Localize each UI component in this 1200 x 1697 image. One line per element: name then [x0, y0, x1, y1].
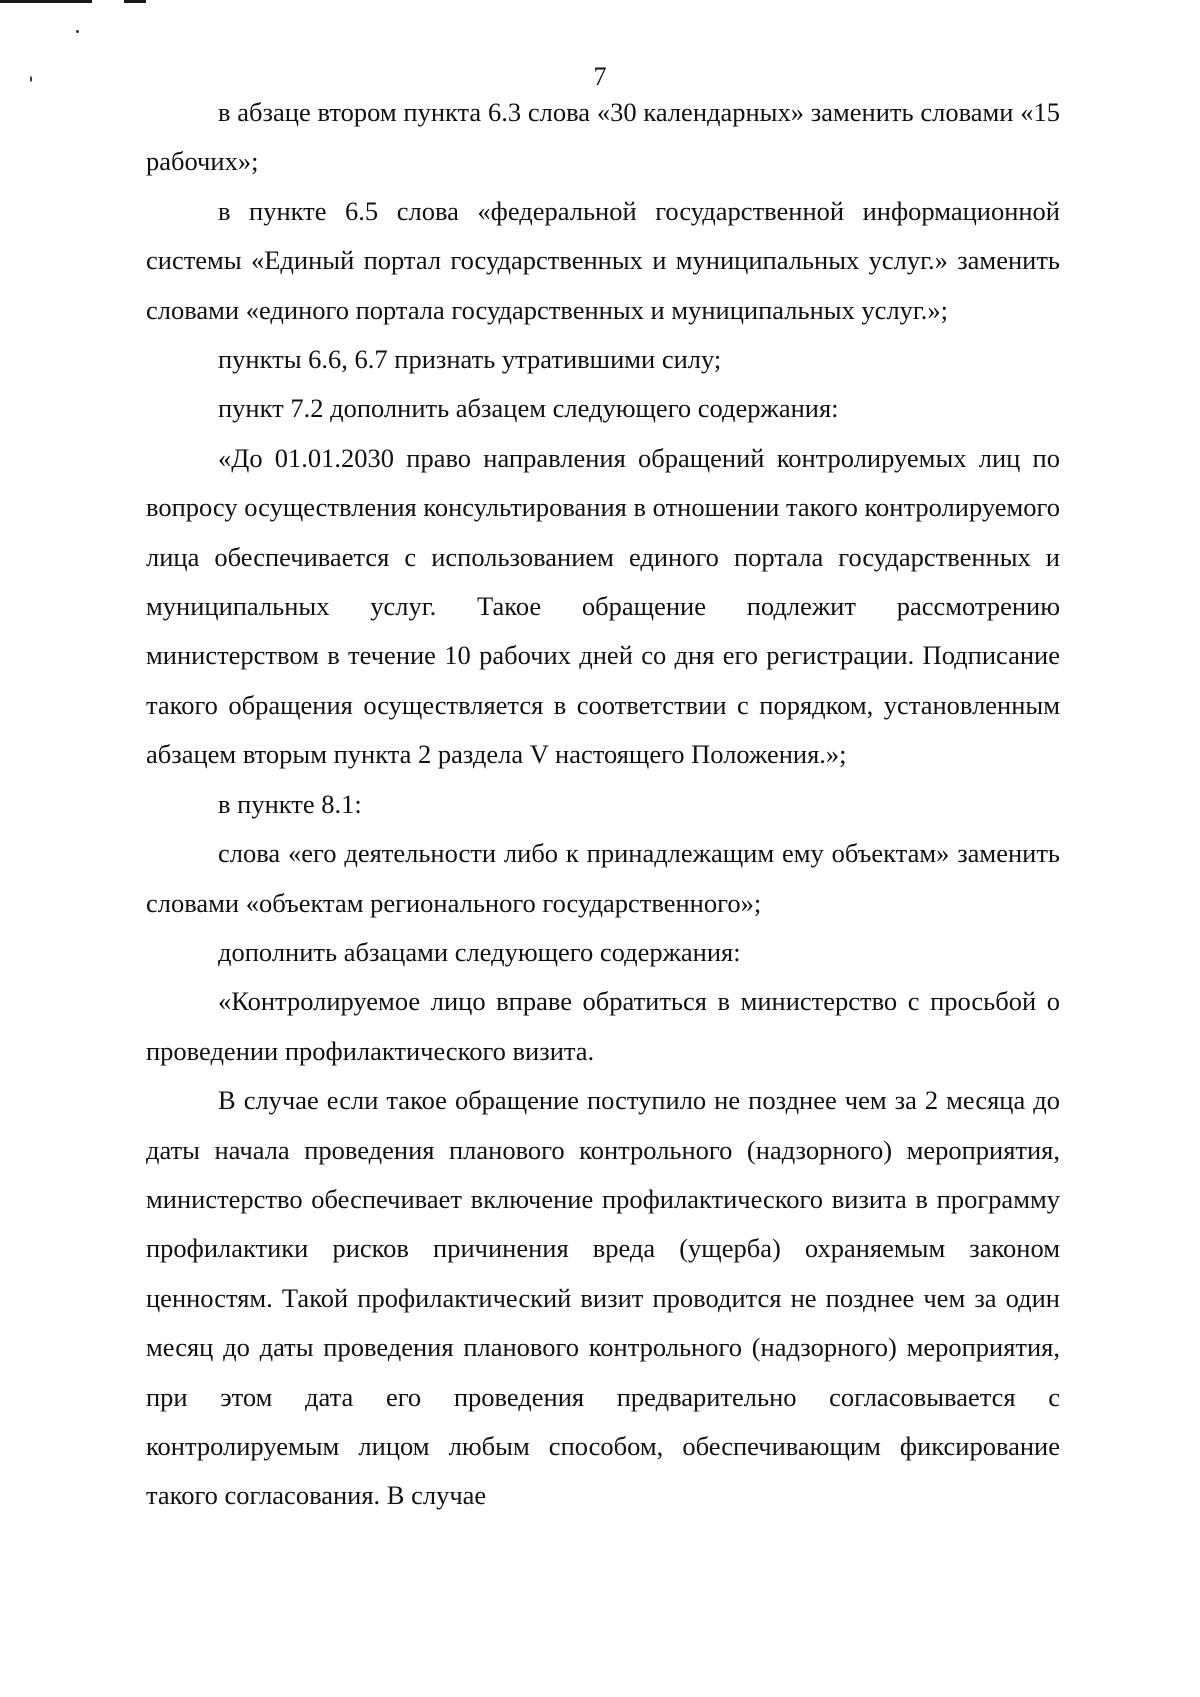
scan-edge-mark-right: [124, 0, 146, 3]
paragraph: В случае если такое обращение поступило не позднее чем за 2 месяца до даты начала проведения планового контрольного (надзорного) мероприятия, министерство обеспечивает включение профилактического визита в программу профилактики рисков причинения вреда (ущерба) охраняемым законом ценностям. Такой профилактический визит проводится не позднее чем за один месяц до даты проведения планового контрольного (надзорного) мероприятия, при этом дата его проведения предварительно согласовывается с контролируемым лицом любым способом, обеспечивающим фиксирование такого согласования. В случае: [146, 1085, 1060, 1511]
paragraph: слова «его деятельности либо к принадлежащим ему объектам» заменить словами «объектам регионального государственного»;: [146, 838, 1060, 918]
document-body: [146, 88, 1060, 1521]
scan-edge-mark-left: [0, 0, 92, 3]
scan-speck: [76, 30, 79, 33]
paragraph: дополнить абзацами следующего содержания:: [218, 936, 741, 967]
paragraph: «До 01.01.2030 право направления обращений контролируемых лиц по вопросу осуществления консультирования в отношении такого контролируемого лица обеспечивается с использованием единого портала государственных и муниципальных услуг. Такое обращение подлежит рассмотрению министерством в течение 10 рабочих дней со дня его регистрации. Подписание такого обращения осуществляется в соответствии с порядком, установленным абзацем вторым пункта 2 раздела V настоящего Положения.»;: [146, 442, 1060, 770]
paragraph: в пункте 6.5 слова «федеральной государственной информационной системы «Единый портал государственных и муниципальных услуг.» заменить словами «единого портала государственных и муниципальных услуг.»;: [146, 195, 1060, 325]
paragraph: в пункте 8.1:: [218, 788, 362, 819]
paragraph: пункты 6.6, 6.7 признать утратившими силу;: [218, 344, 722, 375]
page-number: 7: [593, 62, 607, 91]
paragraph: «Контролируемое лицо вправе обратиться в министерство с просьбой о проведении профилактического визита.: [146, 986, 1060, 1066]
paragraph: пункт 7.2 дополнить абзацем следующего содержания:: [218, 393, 839, 424]
paragraph: в абзаце втором пункта 6.3 слова «30 календарных» заменить словами «15 рабочих»;: [146, 97, 1060, 177]
